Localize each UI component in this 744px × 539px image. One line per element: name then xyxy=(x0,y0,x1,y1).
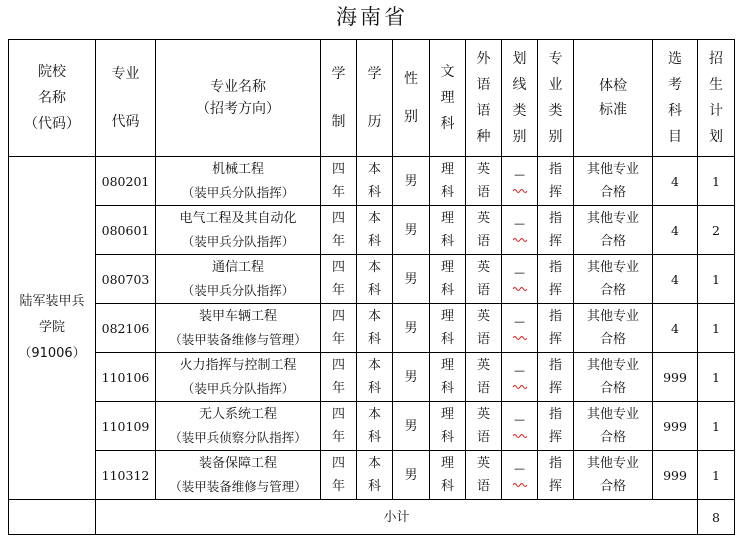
language-cell xyxy=(466,402,502,451)
plan-cell: 2 xyxy=(698,206,735,255)
subject-text: 理 xyxy=(440,358,454,373)
physical-text: 合格 xyxy=(599,185,626,200)
spellcheck-squiggle-icon xyxy=(513,432,527,438)
degree-text: 本 xyxy=(367,407,381,422)
line-type-dash: — xyxy=(514,217,525,230)
degree-text: 本 xyxy=(367,309,381,324)
physical-text: 合格 xyxy=(599,430,626,445)
physical-text: 合格 xyxy=(599,479,626,494)
degree-text: 本 xyxy=(367,456,381,471)
header-row xyxy=(9,40,735,157)
subject-text: 科 xyxy=(440,283,454,298)
physical-text: 其他专业 xyxy=(586,260,639,275)
header-text: 招 xyxy=(709,51,723,67)
major-type-text: 挥 xyxy=(548,332,562,347)
plan-cell: 1 xyxy=(698,157,735,206)
header-text: 理 xyxy=(440,90,455,106)
spellcheck-squiggle-icon xyxy=(513,334,527,340)
header-text: 文 xyxy=(440,64,455,80)
elective-cell: 4 xyxy=(653,304,698,353)
physical-text: 其他专业 xyxy=(586,309,639,324)
language-text: 语 xyxy=(476,430,490,445)
table-row xyxy=(9,255,735,304)
physical-text: 其他专业 xyxy=(586,211,639,226)
header-text: 外 xyxy=(476,51,491,67)
line-type-cell xyxy=(502,304,538,353)
header-subject xyxy=(430,40,466,157)
major-type-text: 指 xyxy=(548,407,562,422)
subtotal-label: 小计 xyxy=(96,500,698,535)
major-type-text: 指 xyxy=(548,162,562,177)
subject-text: 理 xyxy=(440,309,454,324)
subject-text: 科 xyxy=(440,185,454,200)
physical-text: 合格 xyxy=(599,283,626,298)
degree-text: 本 xyxy=(367,211,381,226)
duration-cell xyxy=(321,451,357,500)
header-school xyxy=(9,40,96,157)
major-type-cell xyxy=(538,451,574,500)
header-line-type xyxy=(502,40,538,157)
header-text: 院校 xyxy=(38,64,66,80)
header-text: 划 xyxy=(709,129,723,145)
major-code: 110106 xyxy=(96,353,156,402)
plan-cell: 1 xyxy=(698,451,735,500)
major-code: 082106 xyxy=(96,304,156,353)
subject-cell xyxy=(430,353,466,402)
subject-cell xyxy=(430,451,466,500)
table-row xyxy=(9,353,735,402)
major-type-text: 挥 xyxy=(548,479,562,494)
header-text: 专 xyxy=(548,51,563,67)
subject-text: 理 xyxy=(440,456,454,471)
degree-text: 科 xyxy=(367,430,381,445)
spellcheck-squiggle-icon xyxy=(513,285,527,291)
major-type-text: 挥 xyxy=(548,185,562,200)
subject-text: 科 xyxy=(440,381,454,396)
line-type-cell xyxy=(502,206,538,255)
subject-cell xyxy=(430,402,466,451)
line-type-cell xyxy=(502,353,538,402)
major-type-text: 挥 xyxy=(548,234,562,249)
subject-text: 科 xyxy=(440,479,454,494)
physical-text: 合格 xyxy=(599,381,626,396)
header-text: 语 xyxy=(476,103,491,119)
degree-text: 科 xyxy=(367,283,381,298)
degree-cell xyxy=(357,353,393,402)
duration-cell xyxy=(321,206,357,255)
degree-cell xyxy=(357,304,393,353)
plan-cell: 1 xyxy=(698,304,735,353)
elective-cell: 999 xyxy=(653,402,698,451)
duration-text: 四 xyxy=(331,211,345,226)
header-text: 类 xyxy=(548,103,563,119)
major-type-cell xyxy=(538,304,574,353)
header-text: 目 xyxy=(668,129,682,145)
elective-cell: 999 xyxy=(653,451,698,500)
duration-text: 年 xyxy=(331,283,345,298)
duration-text: 四 xyxy=(331,358,345,373)
major-type-text: 挥 xyxy=(548,381,562,396)
header-text: 制 xyxy=(331,114,346,130)
language-text: 语 xyxy=(476,283,490,298)
physical-cell xyxy=(574,353,653,402)
spellcheck-squiggle-icon xyxy=(513,236,527,242)
duration-text: 年 xyxy=(331,381,345,396)
header-text: 别 xyxy=(548,129,563,145)
major-name-cell xyxy=(156,255,321,304)
major-code: 110312 xyxy=(96,451,156,500)
header-text: 别 xyxy=(404,109,418,125)
gender-cell: 男 xyxy=(393,255,430,304)
major-name-cell xyxy=(156,206,321,255)
physical-text: 其他专业 xyxy=(586,456,639,471)
major-name: 火力指挥与控制工程 xyxy=(179,358,297,373)
header-text: 考 xyxy=(668,77,682,93)
degree-cell xyxy=(357,157,393,206)
major-name: 电气工程及其自动化 xyxy=(179,211,297,226)
subject-text: 科 xyxy=(440,332,454,347)
table-row xyxy=(9,402,735,451)
duration-text: 年 xyxy=(331,479,345,494)
header-text: 线 xyxy=(512,77,527,93)
subject-text: 科 xyxy=(440,234,454,249)
physical-text: 其他专业 xyxy=(586,162,639,177)
header-text: 名称 xyxy=(38,90,66,106)
header-text: （招考方向） xyxy=(196,101,280,117)
physical-cell xyxy=(574,451,653,500)
header-major-type xyxy=(538,40,574,157)
degree-text: 科 xyxy=(367,185,381,200)
degree-cell xyxy=(357,206,393,255)
major-name: 通信工程 xyxy=(211,260,264,275)
major-name: 无人系统工程 xyxy=(198,407,277,422)
major-type-text: 挥 xyxy=(548,283,562,298)
language-text: 英 xyxy=(476,456,490,471)
header-text: 代码 xyxy=(111,114,140,130)
language-text: 语 xyxy=(476,185,490,200)
subject-cell xyxy=(430,255,466,304)
language-text: 英 xyxy=(476,211,490,226)
language-text: 英 xyxy=(476,309,490,324)
physical-text: 合格 xyxy=(599,234,626,249)
duration-text: 四 xyxy=(331,260,345,275)
header-text: 性 xyxy=(404,71,418,87)
language-cell xyxy=(466,255,502,304)
elective-cell: 4 xyxy=(653,157,698,206)
school-name-text: 陆军装甲兵 xyxy=(19,294,85,309)
table-row xyxy=(9,304,735,353)
language-text: 英 xyxy=(476,162,490,177)
physical-cell xyxy=(574,402,653,451)
language-cell xyxy=(466,353,502,402)
major-type-cell xyxy=(538,353,574,402)
duration-text: 四 xyxy=(331,407,345,422)
language-cell xyxy=(466,157,502,206)
language-text: 语 xyxy=(476,479,490,494)
header-text: 历 xyxy=(367,114,382,130)
header-text: 体检 xyxy=(599,78,627,94)
major-code: 080201 xyxy=(96,157,156,206)
major-name-cell xyxy=(156,402,321,451)
header-language xyxy=(466,40,502,157)
table-row xyxy=(9,451,735,500)
spellcheck-squiggle-icon xyxy=(513,481,527,487)
table-row xyxy=(9,206,735,255)
major-name-cell xyxy=(156,157,321,206)
header-text: 业 xyxy=(548,77,563,93)
physical-cell xyxy=(574,157,653,206)
major-name: 装备保障工程 xyxy=(198,456,277,471)
major-direction: （装甲兵侦察分队指挥） xyxy=(169,430,307,445)
degree-text: 科 xyxy=(367,479,381,494)
gender-cell: 男 xyxy=(393,402,430,451)
header-duration xyxy=(321,40,357,157)
spellcheck-squiggle-icon xyxy=(513,383,527,389)
subject-cell xyxy=(430,304,466,353)
language-text: 英 xyxy=(476,260,490,275)
province-title: 海南省 xyxy=(336,5,408,29)
major-type-text: 指 xyxy=(548,358,562,373)
degree-text: 科 xyxy=(367,234,381,249)
language-text: 英 xyxy=(476,407,490,422)
line-type-cell xyxy=(502,451,538,500)
header-text: 标准 xyxy=(599,102,627,118)
duration-text: 四 xyxy=(331,309,345,324)
subject-cell xyxy=(430,206,466,255)
school-name-text: （91006） xyxy=(18,346,86,361)
degree-text: 本 xyxy=(367,358,381,373)
header-text: 语 xyxy=(476,77,491,93)
major-type-cell xyxy=(538,157,574,206)
gender-cell: 男 xyxy=(393,206,430,255)
duration-text: 年 xyxy=(331,185,345,200)
line-type-cell xyxy=(502,255,538,304)
language-cell xyxy=(466,451,502,500)
major-name-cell xyxy=(156,304,321,353)
gender-cell: 男 xyxy=(393,451,430,500)
major-type-cell xyxy=(538,402,574,451)
line-type-dash: — xyxy=(514,315,525,328)
header-text: 学 xyxy=(331,66,346,82)
major-name: 装甲车辆工程 xyxy=(198,309,277,324)
duration-text: 四 xyxy=(331,456,345,471)
major-code: 080601 xyxy=(96,206,156,255)
header-elective xyxy=(653,40,698,157)
header-text: 专业名称 xyxy=(210,79,266,95)
major-direction: （装甲装备维修与管理） xyxy=(169,332,307,347)
major-type-cell xyxy=(538,206,574,255)
spellcheck-squiggle-icon xyxy=(513,187,527,193)
major-type-text: 指 xyxy=(548,260,562,275)
header-text: 专业 xyxy=(111,66,140,82)
subject-text: 理 xyxy=(440,211,454,226)
physical-text: 合格 xyxy=(599,332,626,347)
header-major-code xyxy=(96,40,156,157)
major-code: 080703 xyxy=(96,255,156,304)
school-name-text: 学院 xyxy=(38,320,65,335)
major-direction: （装甲装备维修与管理） xyxy=(169,479,307,494)
subtotal-value: 8 xyxy=(698,500,735,535)
degree-text: 科 xyxy=(367,332,381,347)
plan-cell: 1 xyxy=(698,353,735,402)
header-text: 科 xyxy=(440,116,455,132)
table-row xyxy=(9,157,735,206)
line-type-cell xyxy=(502,157,538,206)
major-name-cell xyxy=(156,353,321,402)
subtotal-empty xyxy=(9,500,96,535)
line-type-dash: — xyxy=(514,364,525,377)
major-direction: （装甲兵分队指挥） xyxy=(181,381,295,396)
header-text: 生 xyxy=(709,77,723,93)
major-direction: （装甲兵分队指挥） xyxy=(181,283,295,298)
language-cell xyxy=(466,206,502,255)
major-type-text: 指 xyxy=(548,309,562,324)
duration-cell xyxy=(321,402,357,451)
line-type-cell xyxy=(502,402,538,451)
header-text: 科 xyxy=(668,103,682,119)
major-type-text: 指 xyxy=(548,456,562,471)
duration-text: 年 xyxy=(331,234,345,249)
line-type-dash: — xyxy=(514,413,525,426)
subtotal-row xyxy=(9,500,735,535)
major-name-cell xyxy=(156,451,321,500)
language-text: 语 xyxy=(476,234,490,249)
duration-cell xyxy=(321,255,357,304)
degree-cell xyxy=(357,255,393,304)
subject-text: 理 xyxy=(440,407,454,422)
duration-text: 年 xyxy=(331,430,345,445)
physical-text: 其他专业 xyxy=(586,407,639,422)
header-text: 计 xyxy=(709,103,723,119)
header-text: 种 xyxy=(476,129,491,145)
degree-text: 本 xyxy=(367,260,381,275)
degree-text: 本 xyxy=(367,162,381,177)
header-text: 别 xyxy=(512,129,527,145)
header-major-name xyxy=(156,40,321,157)
language-text: 语 xyxy=(476,381,490,396)
header-gender xyxy=(393,40,430,157)
header-text: （代码） xyxy=(24,116,80,132)
physical-cell xyxy=(574,304,653,353)
header-text: 类 xyxy=(512,103,527,119)
line-type-dash: — xyxy=(514,462,525,475)
header-text: 划 xyxy=(512,51,527,67)
duration-cell xyxy=(321,304,357,353)
plan-cell: 1 xyxy=(698,255,735,304)
gender-cell: 男 xyxy=(393,353,430,402)
header-degree xyxy=(357,40,393,157)
gender-cell: 男 xyxy=(393,304,430,353)
subject-text: 科 xyxy=(440,430,454,445)
header-plan xyxy=(698,40,735,157)
gender-cell: 男 xyxy=(393,157,430,206)
major-type-text: 指 xyxy=(548,211,562,226)
school-cell xyxy=(9,157,96,500)
header-physical xyxy=(574,40,653,157)
degree-cell xyxy=(357,451,393,500)
major-direction: （装甲兵分队指挥） xyxy=(181,234,295,249)
language-text: 英 xyxy=(476,358,490,373)
plan-cell: 1 xyxy=(698,402,735,451)
line-type-dash: — xyxy=(514,168,525,181)
physical-cell xyxy=(574,255,653,304)
subject-text: 理 xyxy=(440,162,454,177)
duration-cell xyxy=(321,157,357,206)
elective-cell: 999 xyxy=(653,353,698,402)
major-code: 110109 xyxy=(96,402,156,451)
degree-cell xyxy=(357,402,393,451)
major-type-cell xyxy=(538,255,574,304)
header-text: 学 xyxy=(367,66,382,82)
subject-text: 理 xyxy=(440,260,454,275)
duration-text: 四 xyxy=(331,162,345,177)
physical-text: 其他专业 xyxy=(586,358,639,373)
duration-text: 年 xyxy=(331,332,345,347)
enrollment-table xyxy=(8,39,735,535)
language-text: 语 xyxy=(476,332,490,347)
header-text: 选 xyxy=(668,51,682,67)
major-direction: （装甲兵分队指挥） xyxy=(181,185,295,200)
elective-cell: 4 xyxy=(653,255,698,304)
line-type-dash: — xyxy=(514,266,525,279)
duration-cell xyxy=(321,353,357,402)
subject-cell xyxy=(430,157,466,206)
major-type-text: 挥 xyxy=(548,430,562,445)
degree-text: 科 xyxy=(367,381,381,396)
language-cell xyxy=(466,304,502,353)
major-name: 机械工程 xyxy=(211,162,264,177)
physical-cell xyxy=(574,206,653,255)
elective-cell: 4 xyxy=(653,206,698,255)
